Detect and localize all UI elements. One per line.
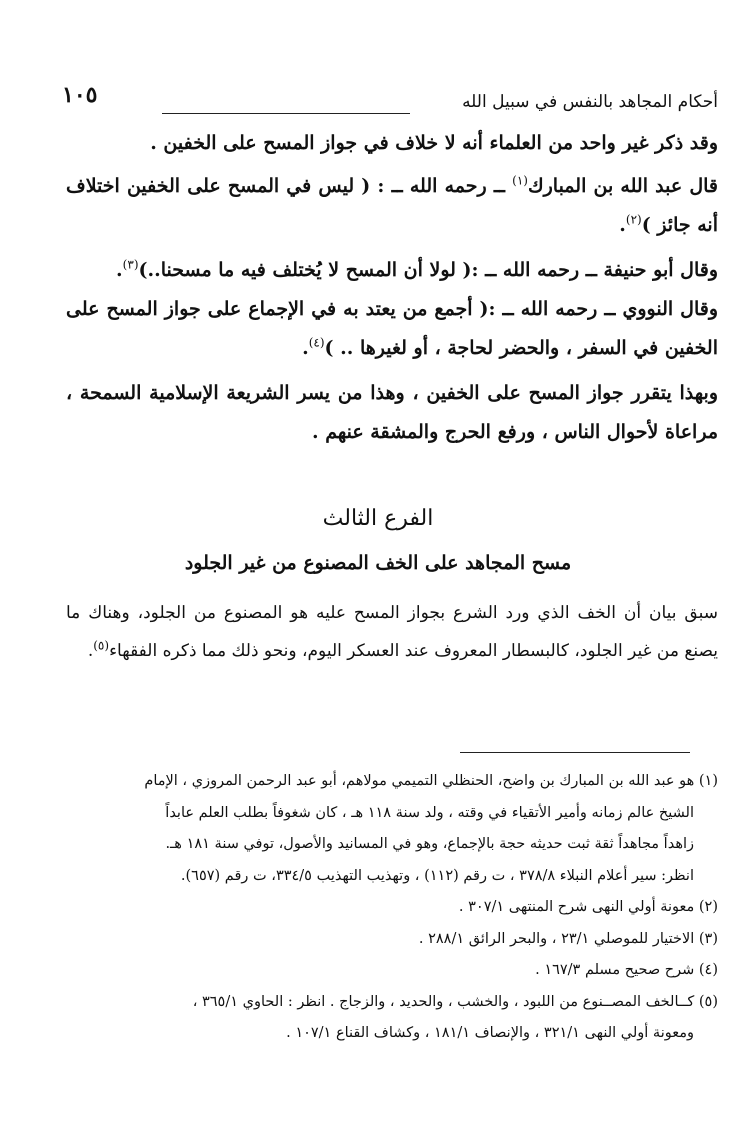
ibn-mubarak-text-b: ــ رحمه الله ــ : ( ليس في المسح على الخفين اختلاف أنه جائز ) [66, 175, 718, 236]
nawawi-text: وقال النووي ــ رحمه الله ــ :( أجمع من يعتد به في الإجماع على جواز المسح على الخفين في السفر ، والحضر لحاجة ، أو لغيرها .. ) [66, 298, 718, 359]
footnote-4: (٤) شرح صحيح مسلم ١٦٧/٣ . [535, 962, 718, 978]
footnotes [66, 766, 718, 1050]
section-heading: الفرع الثالث [322, 506, 434, 531]
footnote-2: (٢) معونة أولي النهى شرح المنتهى ٣٠٧/١ . [458, 899, 718, 915]
footnote-separator [460, 752, 690, 753]
abu-hanifa-text: وقال أبو حنيفة ــ رحمه الله ــ :( لولا أن المسح لا يُختلف فيه ما مسحنا..) [138, 259, 718, 281]
footnote-ref-2[interactable]: (٢) [625, 212, 642, 227]
nawawi-end: . [302, 337, 309, 359]
running-header-title: أحكام المجاهد بالنفس في سبيل الله [462, 92, 718, 112]
paragraph-ibn-mubarak [66, 167, 718, 245]
main-text [66, 124, 718, 452]
footnote-ref-4[interactable]: (٤) [308, 335, 325, 350]
page-number: ١٠٥ [62, 82, 98, 108]
section-paragraph [66, 594, 718, 670]
section-text: سبق بيان أن الخف الذي ورد الشرع بجواز المسح عليه هو المصنوع من الجلود، وهناك ما يصنع من غير الجلود، كالبسطار المعروف عند العسكر اليوم، ونحو ذلك مما ذكره الفقهاء [66, 603, 718, 661]
footnote-5-line-1: (٥) كــالخف المصــنوع من اللبود ، والخشب ، والحديد ، والزجاج . انظر : الحاوي ٣٦٥/١ ، [192, 993, 718, 1010]
footnote-ref-5[interactable]: (٥) [93, 638, 110, 653]
footnote-1-line-3: زاهداً مجاهداً ثقة ثبت حديثه حجة بالإجماع، وهو في المسانيد والأصول، توفي سنة ١٨١ هـ. [165, 836, 694, 852]
section-end: . [87, 641, 94, 661]
paragraph-conclusion: وبهذا يتقرر جواز المسح على الخفين ، وهذا من يسر الشريعة الإسلامية السمحة ، مراعاة لأحوال الناس ، ورفع الحرج والمشقة عنهم . [66, 382, 718, 443]
footnote-1-line-1: (١) هو عبد الله بن المبارك بن واضح، الحنظلي التميمي مولاهم، أبو عبد الرحمن المروزي ، الإمام [144, 773, 718, 789]
footnote-1-line-2: الشيخ عالم زمانه وأمير الأتقياء في وقته ، ولد سنة ١١٨ هـ ، كان شغوفاً بطلب العلم عابداً [165, 804, 694, 821]
footnote-ref-1[interactable]: (١) [512, 173, 528, 188]
paragraph-consensus: وقد ذكر غير واحد من العلماء أنه لا خلاف في جواز المسح على الخفين . [150, 132, 718, 154]
ibn-mubarak-text-a: قال عبد الله بن المبارك [527, 175, 719, 197]
paragraph-abu-hanifa [66, 251, 718, 290]
footnote-3: (٣) الاختيار للموصلي ٢٣/١ ، والبحر الرائق ٢٨٨/١ . [418, 930, 718, 947]
abu-hanifa-end: . [116, 259, 123, 281]
section-subheading: مسح المجاهد على الخف المصنوع من غير الجلود [184, 552, 572, 574]
footnote-5-line-2: ومعونة أولي النهى ٣٢١/١ ، والإنصاف ١٨١/١ ، وكشاف القناع ١٠٧/١ . [286, 1025, 694, 1041]
footnote-ref-3[interactable]: (٣) [122, 257, 139, 272]
paragraph-nawawi [66, 290, 718, 368]
ibn-mubarak-end: . [619, 214, 626, 236]
footnote-1-line-4: انظر: سير أعلام النبلاء ٣٧٨/٨ ، ت رقم (١١٢) ، وتهذيب التهذيب ٣٣٤/٥، ت رقم (٦٥٧). [180, 867, 694, 884]
header-rule [162, 113, 410, 114]
